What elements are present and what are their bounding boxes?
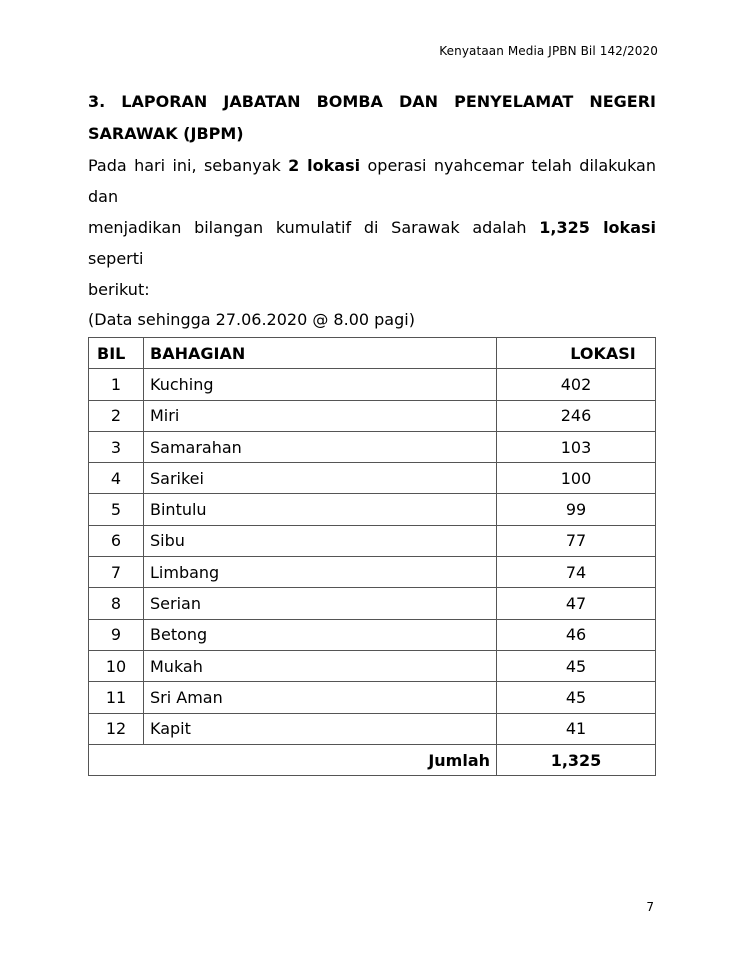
- paragraph-line2: [88, 212, 656, 274]
- table-row: [89, 494, 656, 525]
- row-lokasi: 246: [497, 400, 656, 431]
- row-bahagian: Sri Aman: [144, 682, 497, 713]
- row-lokasi: 77: [497, 525, 656, 556]
- paragraph-line3: berikut:: [88, 280, 150, 299]
- column-header-bil: BIL: [89, 338, 144, 369]
- table-row: [89, 431, 656, 462]
- table-row: [89, 682, 656, 713]
- table-body: [89, 369, 656, 745]
- row-lokasi: 45: [497, 682, 656, 713]
- data-as-of-note: (Data sehingga 27.06.2020 @ 8.00 pagi): [88, 310, 415, 329]
- section-title: [88, 86, 656, 150]
- total-value: 1,325: [497, 744, 656, 775]
- row-bahagian: Sarikei: [144, 463, 497, 494]
- row-bahagian: Kuching: [144, 369, 497, 400]
- paragraph-text: operasi nyahcemar telah dilakukan dan: [88, 156, 656, 206]
- row-lokasi: 47: [497, 588, 656, 619]
- row-bil: 4: [89, 463, 144, 494]
- paragraph-text: menjadikan bilangan kumulatif di Sarawak adalah: [88, 218, 540, 237]
- row-bahagian: Miri: [144, 400, 497, 431]
- paragraph-line1: [88, 150, 656, 212]
- row-lokasi: 103: [497, 431, 656, 462]
- table-row: [89, 650, 656, 681]
- cumulative-locations: 1,325 lokasi: [539, 218, 656, 237]
- intro-paragraph: [88, 150, 656, 305]
- daily-locations: 2 lokasi: [288, 156, 361, 175]
- row-lokasi: 41: [497, 713, 656, 744]
- table-row: [89, 525, 656, 556]
- row-bil: 10: [89, 650, 144, 681]
- row-bahagian: Mukah: [144, 650, 497, 681]
- row-bil: 9: [89, 619, 144, 650]
- row-lokasi: 99: [497, 494, 656, 525]
- row-bil: 3: [89, 431, 144, 462]
- row-bahagian: Serian: [144, 588, 497, 619]
- row-lokasi: 74: [497, 557, 656, 588]
- section-title-line1: 3. LAPORAN JABATAN BOMBA DAN PENYELAMAT NEGERI: [88, 92, 656, 111]
- row-bil: 1: [89, 369, 144, 400]
- row-lokasi: 46: [497, 619, 656, 650]
- row-bahagian: Limbang: [144, 557, 497, 588]
- paragraph-text: Pada hari ini, sebanyak: [88, 156, 289, 175]
- total-label: Jumlah: [89, 744, 497, 775]
- table-row: [89, 713, 656, 744]
- row-bil: 12: [89, 713, 144, 744]
- row-bil: 11: [89, 682, 144, 713]
- column-header-lokasi: LOKASI: [497, 338, 656, 369]
- section-title-line2: SARAWAK (JBPM): [88, 124, 244, 143]
- table-row: [89, 588, 656, 619]
- table-total-row: [89, 744, 656, 775]
- row-bahagian: Betong: [144, 619, 497, 650]
- row-bil: 7: [89, 557, 144, 588]
- table-row: [89, 619, 656, 650]
- table-row: [89, 400, 656, 431]
- row-bil: 5: [89, 494, 144, 525]
- column-header-bahagian: BAHAGIAN: [144, 338, 497, 369]
- row-bil: 2: [89, 400, 144, 431]
- row-bahagian: Kapit: [144, 713, 497, 744]
- paragraph-text: seperti: [88, 249, 144, 268]
- row-lokasi: 100: [497, 463, 656, 494]
- document-body: [88, 86, 656, 776]
- table-header-row: [89, 338, 656, 369]
- page-number: 7: [646, 900, 654, 914]
- row-lokasi: 402: [497, 369, 656, 400]
- row-bahagian: Sibu: [144, 525, 497, 556]
- table-row: [89, 557, 656, 588]
- row-bil: 8: [89, 588, 144, 619]
- row-bahagian: Bintulu: [144, 494, 497, 525]
- table-row: [89, 463, 656, 494]
- table-row: [89, 369, 656, 400]
- row-bil: 6: [89, 525, 144, 556]
- locations-table: [88, 337, 656, 776]
- row-lokasi: 45: [497, 650, 656, 681]
- row-bahagian: Samarahan: [144, 431, 497, 462]
- document-reference: Kenyataan Media JPBN Bil 142/2020: [439, 44, 658, 58]
